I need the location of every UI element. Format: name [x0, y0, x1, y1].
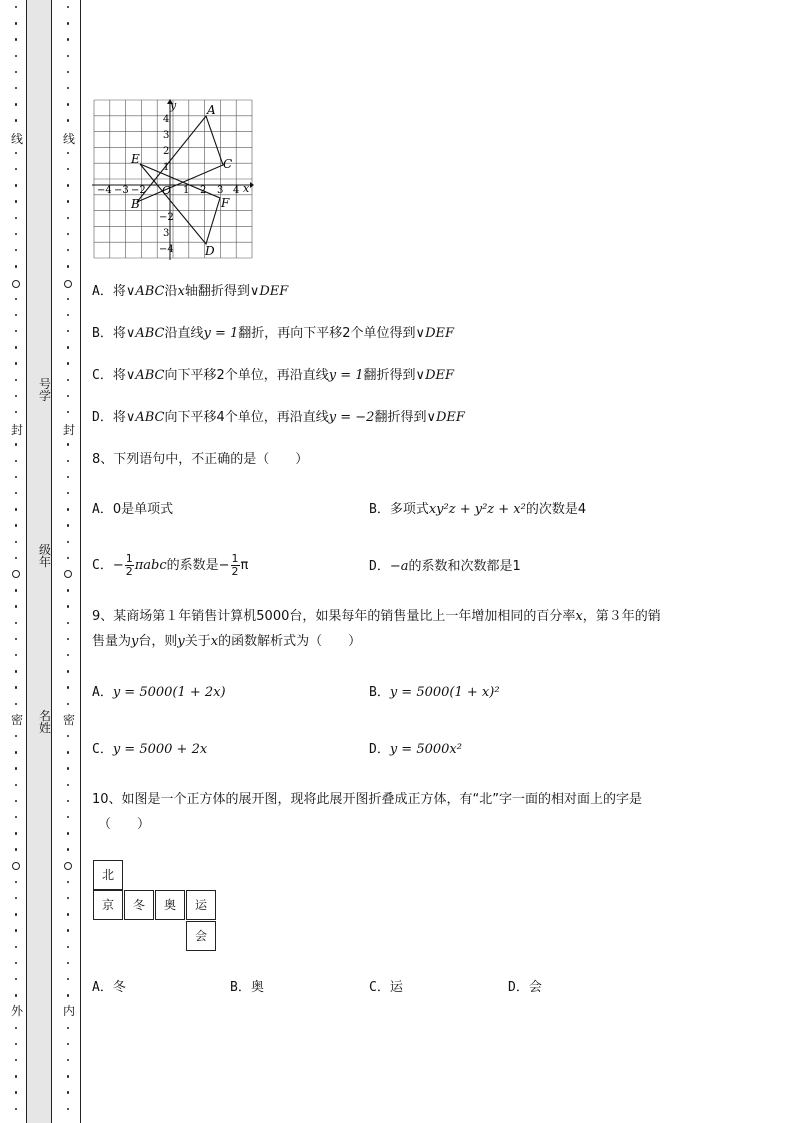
binding-dot: [15, 119, 17, 121]
binding-dot: [15, 1108, 17, 1110]
y-tick-neg2: −2: [159, 212, 174, 223]
binding-dot: [15, 994, 17, 996]
binding-dot: [67, 38, 69, 40]
binding-dot: [67, 152, 69, 154]
binding-dot: [15, 589, 17, 591]
binding-dot: [15, 557, 17, 559]
binding-dot: [15, 71, 17, 73]
binding-dot: [67, 897, 69, 899]
q10-option-d[interactable]: D．会: [508, 980, 542, 995]
q10-stem-line1: 10、如图是一个正方体的展开图，现将此展开图折叠成正方体，有“北”字一面的相对面上的字是: [92, 792, 643, 807]
binding-dot: [67, 767, 69, 769]
binding-dot: [15, 200, 17, 202]
x-tick-4: 4: [233, 185, 240, 196]
net-cell-yun: 运: [186, 890, 216, 920]
point-label-d: D: [205, 244, 215, 258]
q7-coordinate-figure: [90, 96, 256, 262]
binding-dot: [67, 605, 69, 607]
binding-dot: [15, 184, 17, 186]
net-cell-bei: 北: [93, 860, 123, 890]
binding-circle: [12, 280, 20, 288]
point-label-c: C: [223, 157, 233, 171]
binding-dot: [67, 411, 69, 413]
binding-dot: [15, 152, 17, 154]
q7-option-d[interactable]: D．将∨ABC向下平移4个单位，再沿直线y = −2翻折得到∨DEF: [92, 410, 465, 425]
q7-option-c[interactable]: C．将∨ABC向下平移2个单位，再沿直线y = 1翻折得到∨DEF: [92, 368, 454, 383]
binding-dot: [15, 411, 17, 413]
fraction-half: $\frac{1}{2}$: [125, 552, 133, 578]
x-tick-2: 2: [200, 185, 207, 196]
binding-dot: [67, 913, 69, 915]
x-tick-neg2: −2: [131, 185, 146, 196]
binding-dot: [15, 217, 17, 219]
binding-dot: [15, 816, 17, 818]
binding-dot: [67, 492, 69, 494]
q8-option-c[interactable]: C．− $\frac{1}{2}$ πabc的系数是− $\frac{1}{2}$ π: [92, 552, 249, 578]
binding-dot: [15, 638, 17, 640]
binding-dot: [15, 784, 17, 786]
binding-dot: [15, 87, 17, 89]
axis-label-x: x: [243, 182, 250, 195]
margin-mark-xian: 线: [11, 132, 24, 146]
fraction-half-2: $\frac{1}{2}$: [231, 552, 239, 578]
binding-dot: [67, 55, 69, 57]
field-grade: 级年: [39, 543, 52, 569]
triangle-def: [140, 164, 220, 244]
binding-dot: [15, 1027, 17, 1029]
q10-option-c[interactable]: C．运: [369, 980, 403, 995]
y-tick-neg3: 3: [163, 228, 170, 239]
binding-dot: [67, 703, 69, 705]
margin-mark-feng: 封: [11, 423, 24, 437]
x-tick-neg4: −4: [97, 185, 112, 196]
point-label-a: A: [207, 103, 216, 117]
binding-circle: [64, 570, 72, 578]
binding-dot: [15, 38, 17, 40]
binding-dot: [67, 249, 69, 251]
binding-dot: [15, 492, 17, 494]
binding-dot: [15, 605, 17, 607]
triangle-abc: [137, 116, 223, 202]
binding-dot: [67, 395, 69, 397]
binding-dot: [15, 298, 17, 300]
x-tick-neg3: −3: [114, 185, 129, 196]
binding-dot: [67, 735, 69, 737]
binding-dot: [67, 1043, 69, 1045]
q9-option-a[interactable]: A．y = 5000(1 + 2x): [92, 685, 226, 700]
binding-dot: [67, 87, 69, 89]
q9-stem-line1: 9、某商场第１年销售计算机5000台，如果每年的销售量比上一年增加相同的百分率x，第３年的销: [92, 609, 661, 624]
binding-dot: [15, 670, 17, 672]
binding-dot: [67, 330, 69, 332]
binding-dot: [15, 1075, 17, 1077]
binding-dot: [15, 330, 17, 332]
binding-dot: [67, 816, 69, 818]
q8-option-a[interactable]: A．0是单项式: [92, 502, 174, 517]
binding-dot: [67, 751, 69, 753]
binding-dot: [67, 1108, 69, 1110]
binding-dot: [15, 978, 17, 980]
binding-dot: [67, 686, 69, 688]
binding-dot: [15, 703, 17, 705]
binding-dot: [67, 217, 69, 219]
y-tick-2: 2: [163, 146, 170, 157]
point-label-e: E: [131, 152, 140, 166]
binding-dot: [67, 362, 69, 364]
net-cell-ao: 奥: [155, 890, 185, 920]
binding-dot: [15, 1091, 17, 1093]
binding-dot: [15, 767, 17, 769]
inner-mark-nei: 内: [63, 1004, 76, 1018]
binding-dot: [67, 670, 69, 672]
binding-dot: [15, 22, 17, 24]
binding-dot: [67, 524, 69, 526]
field-exam-number: 号学: [39, 377, 52, 403]
binding-dot: [15, 524, 17, 526]
binding-circle: [64, 280, 72, 288]
binding-dot: [15, 622, 17, 624]
binding-circle: [64, 862, 72, 870]
binding-dot: [15, 362, 17, 364]
binding-dot: [67, 784, 69, 786]
binding-dot: [15, 395, 17, 397]
margin-border-line: [80, 0, 81, 1123]
binding-circle: [12, 570, 20, 578]
binding-dot: [15, 346, 17, 348]
binding-dot: [67, 184, 69, 186]
net-cell-dong: 冬: [124, 890, 154, 920]
binding-dot: [15, 508, 17, 510]
binding-dot: [15, 848, 17, 850]
y-tick-3: 3: [163, 130, 170, 141]
binding-dot: [15, 897, 17, 899]
binding-dot: [67, 1091, 69, 1093]
binding-dot: [67, 233, 69, 235]
axis-label-y: y: [170, 99, 177, 112]
x-tick-1: 1: [183, 185, 190, 196]
q8-stem: 8、下列语句中，不正确的是（ ）: [92, 452, 309, 467]
binding-dot: [67, 103, 69, 105]
binding-dot: [67, 848, 69, 850]
binding-dot: [15, 314, 17, 316]
binding-dot: [67, 200, 69, 202]
q10-option-b[interactable]: B．奥: [230, 980, 264, 995]
q9-option-c[interactable]: C．y = 5000 + 2x: [92, 742, 208, 757]
binding-dot: [67, 962, 69, 964]
binding-dot: [15, 168, 17, 170]
binding-dot: [15, 460, 17, 462]
binding-dot: [15, 946, 17, 948]
binding-dot: [67, 460, 69, 462]
q9-option-d[interactable]: D．y = 5000x²: [369, 742, 462, 757]
binding-dot: [15, 1059, 17, 1061]
binding-dot: [67, 508, 69, 510]
binding-dot: [15, 686, 17, 688]
binding-dot: [67, 978, 69, 980]
binding-dot: [15, 103, 17, 105]
point-label-f: F: [221, 196, 230, 210]
binding-dot: [67, 1027, 69, 1029]
binding-dot: [67, 379, 69, 381]
binding-dot: [15, 476, 17, 478]
binding-circle: [12, 862, 20, 870]
binding-dot: [67, 314, 69, 316]
inner-mark-xian: 线: [63, 132, 76, 146]
binding-dot: [67, 265, 69, 267]
binding-dot: [15, 541, 17, 543]
binding-dot: [67, 589, 69, 591]
binding-dot: [15, 929, 17, 931]
binding-dot: [67, 800, 69, 802]
binding-dot: [67, 119, 69, 121]
binding-dot: [67, 22, 69, 24]
point-label-b: B: [131, 197, 140, 211]
binding-dot: [67, 1075, 69, 1077]
binding-dot: [15, 800, 17, 802]
binding-dot: [15, 913, 17, 915]
binding-dot: [67, 946, 69, 948]
binding-dot: [15, 379, 17, 381]
binding-dot: [67, 71, 69, 73]
binding-dot: [67, 476, 69, 478]
binding-dot: [15, 443, 17, 445]
binding-dot: [15, 6, 17, 8]
origin-label: O: [162, 184, 172, 197]
inner-mark-feng: 封: [63, 423, 76, 437]
binding-dot: [67, 557, 69, 559]
field-name: 名姓: [39, 709, 52, 735]
inner-mark-mi: 密: [63, 713, 76, 727]
binding-dot: [67, 638, 69, 640]
binding-dot: [67, 654, 69, 656]
margin-mark-mi: 密: [11, 713, 24, 727]
binding-dot: [15, 881, 17, 883]
binding-dot: [67, 6, 69, 8]
binding-dot: [15, 751, 17, 753]
y-tick-1: 1: [163, 162, 170, 173]
binding-dot: [67, 298, 69, 300]
binding-dot: [67, 881, 69, 883]
binding-dot: [15, 654, 17, 656]
margin-mark-wai: 外: [11, 1004, 24, 1018]
binding-dot: [67, 1059, 69, 1061]
binding-dot: [15, 962, 17, 964]
q8-option-b[interactable]: B．多项式xy²z + y²z + x²的次数是4: [369, 502, 587, 517]
binding-dot: [67, 832, 69, 834]
binding-dot: [15, 832, 17, 834]
binding-dot: [15, 265, 17, 267]
binding-dot: [67, 929, 69, 931]
binding-dot: [15, 1043, 17, 1045]
binding-dot: [15, 55, 17, 57]
binding-dot: [67, 443, 69, 445]
q10-option-a[interactable]: A．冬: [92, 980, 126, 995]
y-tick-4: 4: [163, 114, 170, 125]
binding-dot: [67, 994, 69, 996]
binding-dot: [67, 622, 69, 624]
binding-dot: [67, 168, 69, 170]
q9-option-b[interactable]: B．y = 5000(1 + x)²: [369, 685, 500, 700]
binding-dot: [67, 541, 69, 543]
binding-dot: [15, 735, 17, 737]
q10-stem-line2: （ ）: [98, 817, 151, 832]
net-cell-jing: 京: [93, 890, 123, 920]
y-tick-neg4: −4: [159, 244, 174, 255]
net-cell-hui: 会: [186, 921, 216, 951]
q9-stem-line2: 售量为y台，则y关于x的函数解析式为（ ）: [92, 634, 362, 649]
coordinate-grid: [94, 100, 252, 258]
q8-option-d[interactable]: D．−a的系数和次数都是1: [369, 559, 521, 574]
binding-dot: [67, 346, 69, 348]
binding-dot: [15, 249, 17, 251]
binding-dot: [15, 233, 17, 235]
x-tick-3: 3: [217, 185, 224, 196]
q7-option-a[interactable]: A．将∨ABC沿x轴翻折得到∨DEF: [92, 284, 289, 299]
q7-option-b[interactable]: B．将∨ABC沿直线y = 1翻折，再向下平移2个单位得到∨DEF: [92, 326, 455, 341]
